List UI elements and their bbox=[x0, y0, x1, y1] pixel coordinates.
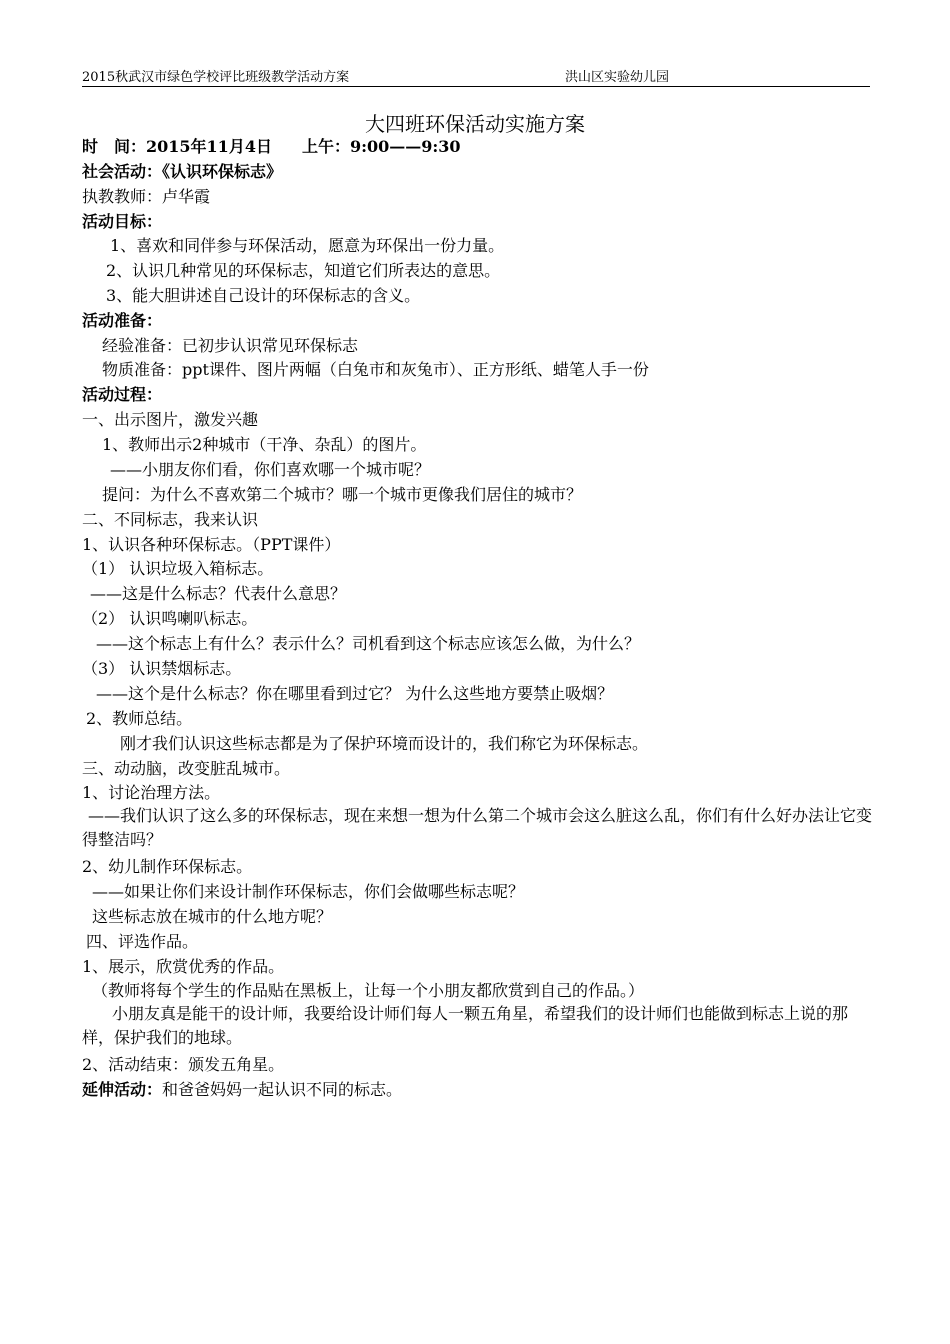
process-line: 这些标志放在城市的什么地方呢？ bbox=[92, 907, 333, 926]
process-line: 提问：为什么不喜欢第二个城市？哪一个城市更像我们居住的城市？ bbox=[102, 485, 583, 504]
process-line: 2、教师总结。 bbox=[86, 709, 193, 728]
document-title: 大四班环保活动实施方案 bbox=[365, 112, 585, 136]
time-line bbox=[82, 137, 461, 157]
social-activity-line bbox=[82, 162, 282, 182]
prep-heading: 活动准备： bbox=[82, 311, 163, 330]
process-line: ——这个标志上有什么？表示什么？司机看到这个标志应该怎么做，为什么？ bbox=[96, 634, 641, 653]
goal-item: 1、喜欢和同伴参与环保活动，愿意为环保出一份力量。 bbox=[110, 236, 505, 255]
goals-heading: 活动目标： bbox=[82, 212, 163, 231]
praise-paragraph: 小朋友真是能干的设计师，我要给设计师们每人一颗五角星，希望我们的设计师们也能做到标志上说的那样，保护我们的地球。 bbox=[82, 1004, 849, 1047]
social-name: 《认识环保标志》 bbox=[162, 162, 283, 181]
social-label: 社会活动： bbox=[82, 162, 163, 181]
ending-line: 2、活动结束：颁发五角星。 bbox=[82, 1055, 285, 1074]
process-line: 1、讨论治理方法。 bbox=[82, 783, 221, 802]
process-line: 刚才我们认识这些标志都是为了保护环境而设计的，我们称它为环保标志。 bbox=[120, 734, 649, 753]
process-line: （教师将每个学生的作品贴在黑板上，让每一个小朋友都欣赏到自己的作品。） bbox=[92, 981, 645, 1000]
header-left-text: 2015秋武汉市绿色学校评比班级教学活动方案 bbox=[82, 70, 350, 85]
process-line: （3） 认识禁烟标志。 bbox=[82, 659, 242, 678]
prep-experience: 经验准备：已初步认识常见环保标志 bbox=[102, 336, 359, 355]
time-date: 2015年11月4日 bbox=[146, 137, 272, 156]
process-line: 一、出示图片，激发兴趣 bbox=[82, 410, 259, 429]
extension-line bbox=[82, 1080, 402, 1100]
process-line: 1、认识各种环保标志。（PPT课件） bbox=[82, 535, 341, 554]
extension-text: 和爸爸妈妈一起认识不同的标志。 bbox=[162, 1080, 403, 1099]
process-line: 1、展示，欣赏优秀的作品。 bbox=[82, 957, 285, 976]
prep-material: 物质准备：ppt课件、图片两幅（白兔市和灰兔市）、正方形纸、蜡笔人手一份 bbox=[102, 360, 649, 379]
goal-item: 3、能大胆讲述自己设计的环保标志的含义。 bbox=[106, 286, 421, 305]
discussion-paragraph: ——我们认识了这么多的环保标志，现在来想一想为什么第二个城市会这么脏这么乱，你们有什么好办法让它变得整洁吗？ bbox=[82, 806, 873, 849]
page-header bbox=[82, 66, 870, 87]
process-line: ——这是什么标志？代表什么意思？ bbox=[90, 584, 347, 603]
process-line: （1） 认识垃圾入箱标志。 bbox=[82, 559, 274, 578]
process-line: ——这个是什么标志？你在哪里看到过它？ 为什么这些地方要禁止吸烟？ bbox=[96, 684, 614, 703]
header-right-text: 洪山区实验幼儿园 bbox=[565, 70, 670, 85]
process-line: 1、教师出示2种城市（干净、杂乱）的图片。 bbox=[102, 435, 427, 454]
process-line: 2、幼儿制作环保标志。 bbox=[82, 857, 253, 876]
process-line: 二、不同标志，我来认识 bbox=[82, 510, 259, 529]
process-line: 四、评选作品。 bbox=[86, 932, 199, 951]
time-period: 上午：9:00——9:30 bbox=[301, 137, 461, 156]
extension-label: 延伸活动： bbox=[82, 1080, 163, 1099]
goal-item: 2、认识几种常见的环保标志，知道它们所表达的意思。 bbox=[106, 261, 501, 280]
process-line: ——小朋友你们看，你们喜欢哪一个城市呢？ bbox=[110, 460, 431, 479]
process-line: 三、动动脑，改变脏乱城市。 bbox=[82, 759, 291, 778]
time-label: 时 间： bbox=[82, 137, 147, 156]
process-line: （2） 认识鸣喇叭标志。 bbox=[82, 609, 258, 628]
teacher-line: 执教教师：卢华霞 bbox=[82, 187, 211, 206]
process-heading: 活动过程： bbox=[82, 385, 163, 404]
process-line: ——如果让你们来设计制作环保标志，你们会做哪些标志呢？ bbox=[92, 882, 525, 901]
